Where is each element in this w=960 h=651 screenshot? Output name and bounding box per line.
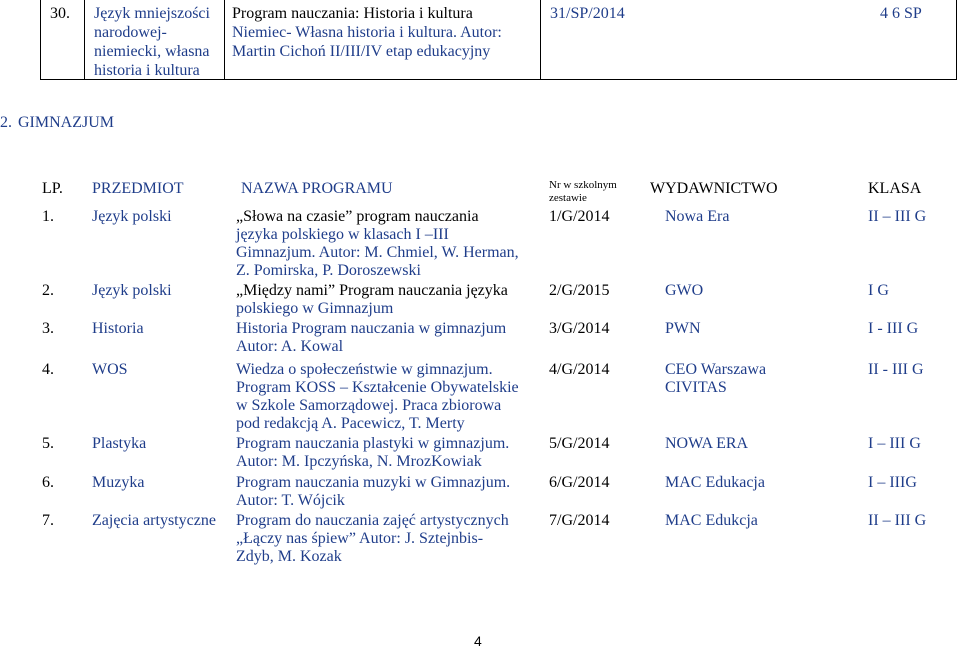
header-subject: PRZEDMIOT (92, 180, 184, 197)
publisher-line: CEO Warszawa (665, 361, 767, 378)
publisher-line: MAC Edukcja (665, 512, 758, 529)
publisher-line: Nowa Era (665, 208, 730, 225)
program-line: Program nauczania plastyki w gimnazjum. (236, 435, 510, 452)
row-subject: Język polski (92, 282, 172, 299)
program-line: „Między nami” Program nauczania języka (236, 282, 508, 299)
row-code: 2/G/2015 (549, 282, 610, 299)
row-publisher (665, 474, 765, 492)
program-line: Autor: T. Wójcik (236, 492, 345, 509)
subject-cell: Język mniejszości narodowej- niemiecki, własna historia i kultura (94, 5, 210, 79)
header-program: NAZWA PROGRAMU (241, 180, 393, 197)
section-heading (0, 114, 120, 132)
row-code: 7/G/2014 (549, 512, 610, 529)
row-code: 6/G/2014 (549, 474, 610, 491)
row-publisher (665, 320, 701, 338)
program-cell: Program nauczania: Historia i kultura Niemiec- Własna historia i kultura. Autor: Martin Cichoń II/III/IV etap edukacyjny (232, 5, 502, 60)
row-class: I – IIIG (868, 474, 917, 491)
program-line: Zdyb, M. Kozak (236, 548, 342, 565)
row-lp: 5. (42, 435, 54, 452)
row-publisher (665, 435, 748, 453)
program-line: Wiedza o społeczeństwie w gimnazjum. (236, 361, 493, 378)
row-class: II – III G (868, 208, 927, 225)
publisher-line: NOWA ERA (665, 435, 749, 452)
program-line: Historia Program nauczania w gimnazjum (236, 320, 507, 337)
header-class: KLASA (868, 180, 922, 197)
row-code: 5/G/2014 (549, 435, 610, 452)
row-lp: 2. (42, 282, 54, 299)
program-line: Autor: A. Kowal (236, 338, 344, 355)
program-line: Gimnazjum. Autor: M. Chmiel, W. Herman, (236, 244, 519, 261)
program-line: „Łączy nas śpiew” Autor: J. Sztejnbis- (236, 530, 484, 547)
publisher-line: MAC Edukacja (665, 474, 765, 491)
page-number: 4 (474, 633, 482, 649)
row-class: II – III G (868, 512, 927, 529)
program-line: języka polskiego w klasach I –III (236, 226, 449, 243)
program-line: „Słowa na czasie” program nauczania (236, 208, 479, 225)
program-line: Program KOSS – Kształcenie Obywatelskie (236, 379, 519, 396)
row-class: I - III G (868, 320, 919, 337)
section-title: GIMNAZJUM (18, 114, 114, 131)
row-subject: Język polski (92, 208, 172, 225)
row-code: 3/G/2014 (549, 320, 610, 337)
row-subject: Plastyka (92, 435, 147, 452)
row-class: I – III G (868, 435, 921, 452)
program-line: Program do nauczania zajęć artystycznych (236, 512, 509, 529)
row-program (236, 512, 509, 566)
row-program (236, 208, 519, 280)
header-publisher: WYDAWNICTWO (650, 180, 778, 197)
previous-table-row (40, 0, 957, 80)
row-subject: Historia (92, 320, 144, 337)
row-subject: Muzyka (92, 474, 145, 491)
header-lp: LP. (42, 180, 63, 197)
publisher-line: GWO (665, 282, 704, 299)
publisher-line: CIVITAS (665, 379, 727, 396)
program-line: w Szkole Samorządowej. Praca zbiorowa (236, 397, 502, 414)
row-publisher (665, 512, 758, 530)
row-publisher (665, 208, 729, 226)
program-line: polskiego w Gimnazjum (236, 300, 394, 317)
row-program (236, 320, 506, 356)
row-program (236, 282, 508, 318)
row-lp: 3. (42, 320, 54, 337)
row-class: I G (868, 282, 889, 299)
row-class: II - III G (868, 361, 924, 378)
row-code: 1/G/2014 (549, 208, 610, 225)
row-program (236, 435, 509, 471)
program-line: Autor: M. Ipczyńska, N. MrozKowiak (236, 453, 482, 470)
row-code: 4/G/2014 (549, 361, 610, 378)
grades-cell: 4 6 SP (880, 5, 922, 22)
program-line: Program nauczania muzyki w Gimnazjum. (236, 474, 511, 491)
row-publisher (665, 361, 766, 397)
code-cell: 31/SP/2014 (550, 5, 625, 22)
row-publisher (665, 282, 703, 300)
row-number: 30. (50, 5, 70, 22)
row-subject: WOS (92, 361, 128, 378)
row-program (236, 361, 519, 433)
program-line: pod redakcją A. Pacewicz, T. Merty (236, 415, 465, 432)
publisher-line: PWN (665, 320, 701, 337)
row-lp: 4. (42, 361, 54, 378)
row-subject: Zajęcia artystyczne (92, 512, 216, 529)
program-line: Z. Pomirska, P. Doroszewski (236, 262, 421, 279)
row-lp: 7. (42, 512, 54, 529)
row-lp: 1. (42, 208, 54, 225)
row-lp: 6. (42, 474, 54, 491)
header-code: Nr w szkolnym zestawie (549, 179, 617, 204)
row-program (236, 474, 510, 510)
section-number: 2. (0, 114, 12, 131)
